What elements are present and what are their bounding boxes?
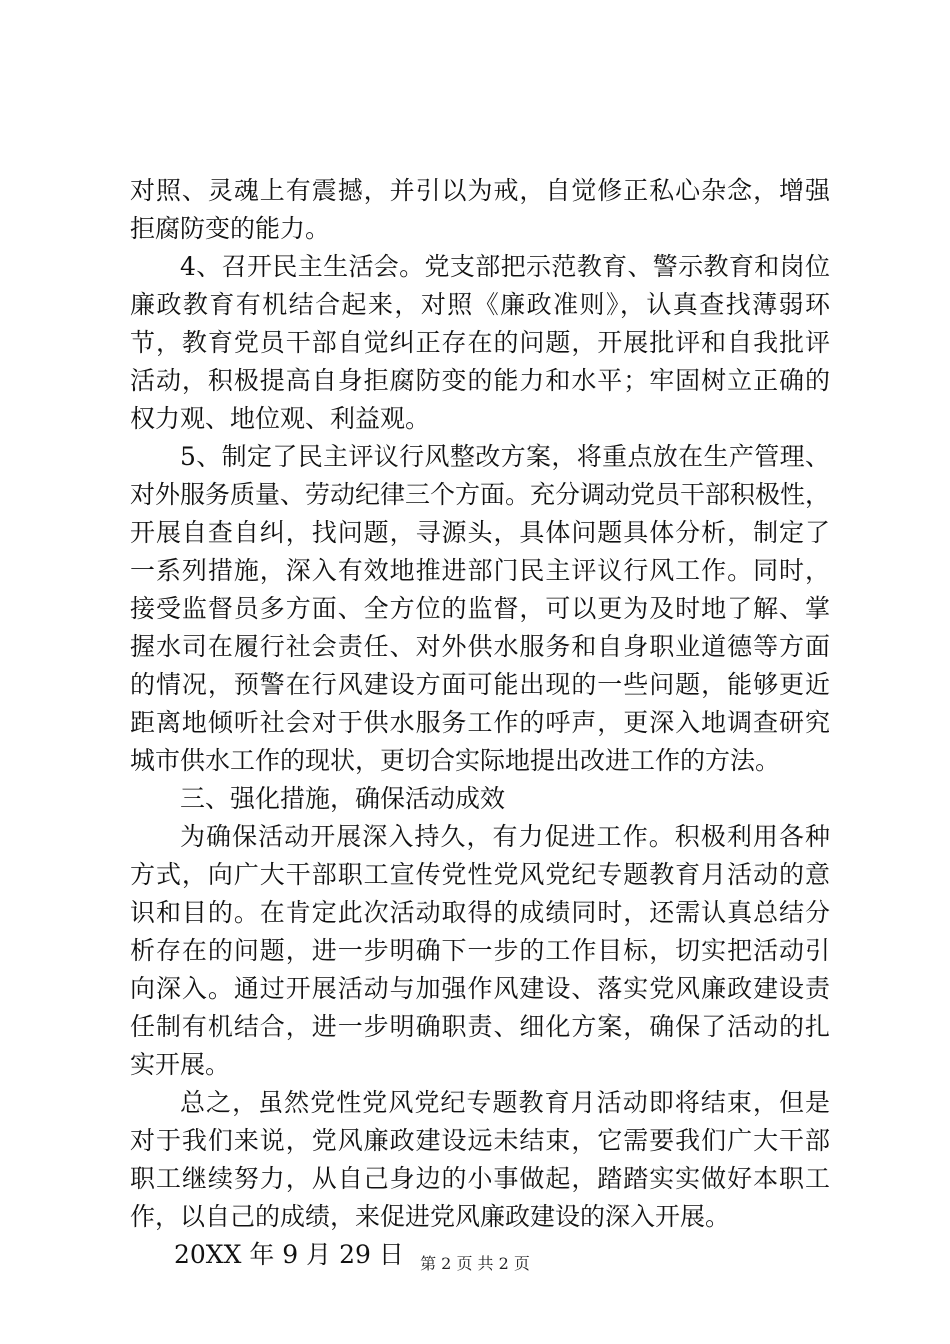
text-line: 作，以自己的成绩，来促进党风廉政建设的深入开展。 [130, 1202, 731, 1231]
text-line: 一系列措施，深入有效地推进部门民主评议行风工作。同时， [130, 556, 830, 585]
section-heading: 三、强化措施，确保活动成效 [180, 784, 506, 813]
text-line: 为确保活动开展深入持久，有力促进工作。积极利用各种 [180, 822, 830, 851]
text-line: 开展自查自纠，找问题，寻源头，具体问题具体分析，制定了 [130, 518, 830, 547]
text-line: 实开展。 [130, 1050, 231, 1079]
text-line: 方式，向广大干部职工宣传党性党风党纪专题教育月活动的意 [130, 860, 830, 889]
text-line: 对照、灵魂上有震撼，并引以为戒，自觉修正私心杂念，增强 [130, 176, 830, 205]
text-line: 节，教育党员干部自觉纠正存在的问题，开展批评和自我批评 [130, 328, 830, 357]
text-line: 的情况，预警在行风建设方面可能出现的一些问题，能够更近 [130, 670, 830, 699]
text-line: 对于我们来说，党风廉政建设远未结束，它需要我们广大干部 [130, 1126, 830, 1155]
text-line: 握水司在履行社会责任、对外供水服务和自身职业道德等方面 [130, 632, 830, 661]
text-line: 析存在的问题，进一步明确下一步的工作目标，切实把活动引 [130, 936, 830, 965]
text-line: 廉政教育有机结合起来，对照《廉政准则》，认真查找薄弱环 [130, 290, 830, 319]
text-line: 任制有机结合，进一步明确职责、细化方案，确保了活动的扎 [130, 1012, 830, 1041]
text-line: 对外服务质量、劳动纪律三个方面。充分调动党员干部积极性， [130, 480, 831, 509]
text-line: 活动，积极提高自身拒腐防变的能力和水平；牢固树立正确的 [130, 366, 830, 395]
page-number-footer: 第 2 页 共 2 页 [420, 1254, 530, 1273]
text-line: 向深入。通过开展活动与加强作风建设、落实党风廉政建设责 [130, 974, 830, 1003]
text-line: 距离地倾听社会对于供水服务工作的呼声，更深入地调查研究 [130, 708, 830, 737]
text-line: 4、召开民主生活会。党支部把示范教育、警示教育和岗位 [180, 252, 830, 281]
document-body [130, 172, 830, 1274]
text-line: 5、制定了民主评议行风整改方案，将重点放在生产管理、 [180, 442, 830, 471]
document-date: 20XX 年 9 月 29 日 [174, 1240, 404, 1269]
text-line: 城市供水工作的现状，更切合实际地提出改进工作的方法。 [130, 746, 781, 775]
text-line: 总之，虽然党性党风党纪专题教育月活动即将结束，但是 [180, 1088, 830, 1117]
text-line: 识和目的。在肯定此次活动取得的成绩同时，还需认真总结分 [130, 898, 830, 927]
text-line: 职工继续努力，从自己身边的小事做起，踏踏实实做好本职工 [130, 1164, 830, 1193]
text-line: 拒腐防变的能力。 [130, 214, 331, 243]
text-line: 接受监督员多方面、全方位的监督，可以更为及时地了解、掌 [130, 594, 830, 623]
text-line: 权力观、地位观、利益观。 [130, 404, 431, 433]
